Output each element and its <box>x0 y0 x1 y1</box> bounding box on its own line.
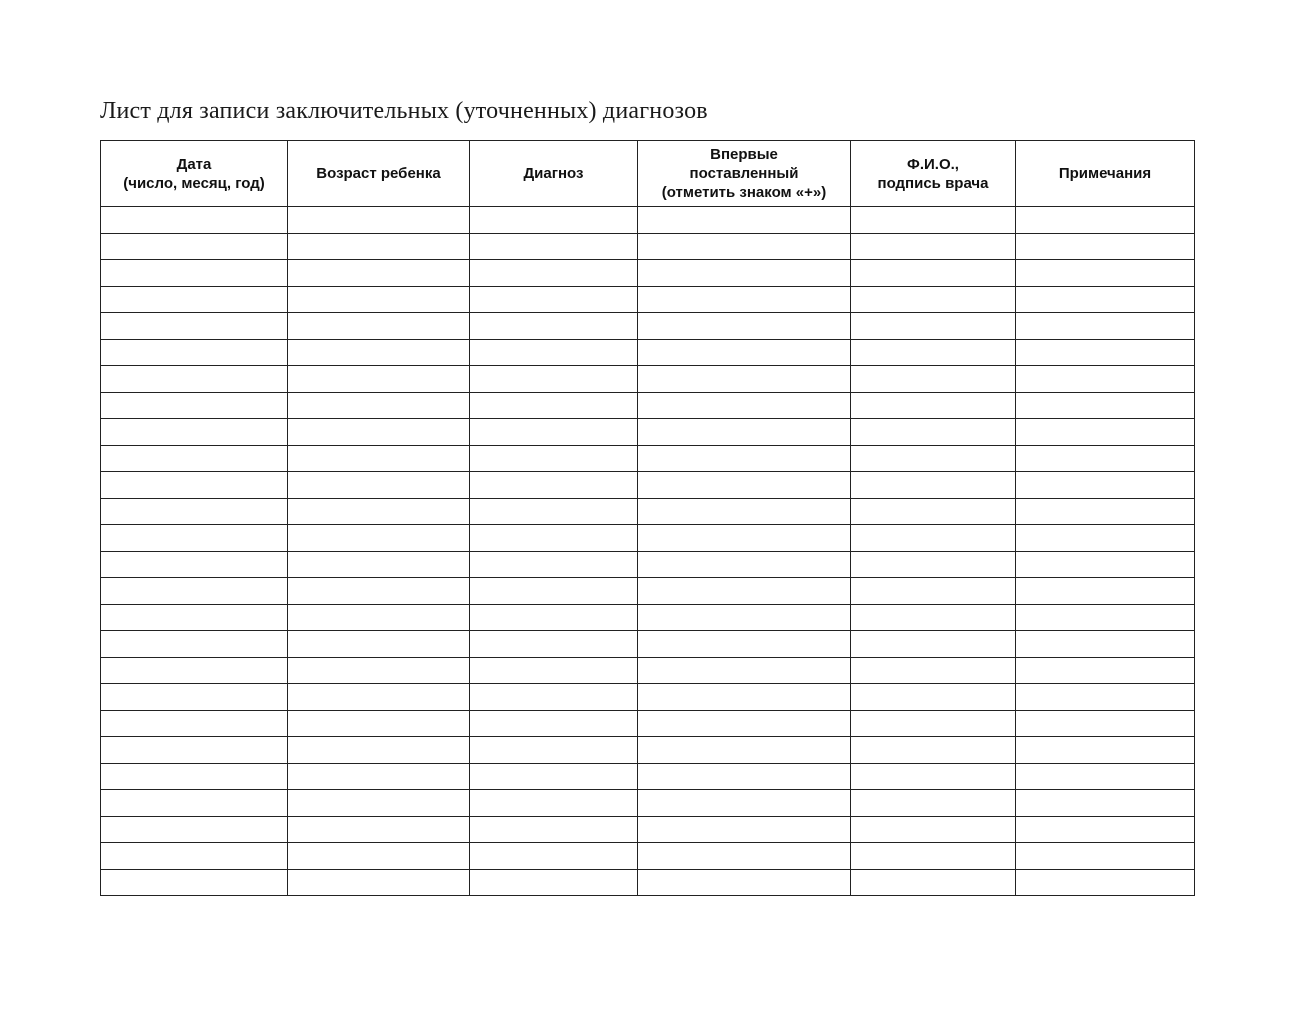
table-cell-doctor-signature[interactable] <box>851 419 1016 446</box>
table-cell-date[interactable] <box>101 578 288 605</box>
table-cell-date[interactable] <box>101 260 288 287</box>
table-cell-first-diagnosed[interactable] <box>638 445 851 472</box>
table-cell-diagnosis[interactable] <box>470 233 638 260</box>
table-cell-child-age[interactable] <box>288 604 470 631</box>
table-cell-first-diagnosed[interactable] <box>638 392 851 419</box>
table-cell-diagnosis[interactable] <box>470 790 638 817</box>
table-row <box>101 684 1195 711</box>
table-cell-diagnosis[interactable] <box>470 737 638 764</box>
table-row <box>101 816 1195 843</box>
table-row <box>101 578 1195 605</box>
table-cell-diagnosis[interactable] <box>470 366 638 393</box>
table-cell-date[interactable] <box>101 657 288 684</box>
table-cell-notes[interactable] <box>1016 869 1195 896</box>
table-cell-date[interactable] <box>101 790 288 817</box>
table-cell-diagnosis[interactable] <box>470 684 638 711</box>
table-cell-notes[interactable] <box>1016 816 1195 843</box>
table-cell-notes[interactable] <box>1016 392 1195 419</box>
table-cell-notes[interactable] <box>1016 233 1195 260</box>
table-cell-first-diagnosed[interactable] <box>638 233 851 260</box>
table-cell-child-age[interactable] <box>288 260 470 287</box>
table-row <box>101 763 1195 790</box>
column-header-diagnosis <box>470 141 638 207</box>
table-cell-first-diagnosed[interactable] <box>638 551 851 578</box>
table-cell-first-diagnosed[interactable] <box>638 525 851 552</box>
header-line: подпись врача <box>877 174 989 192</box>
table-cell-date[interactable] <box>101 604 288 631</box>
table-cell-first-diagnosed[interactable] <box>638 631 851 658</box>
header-line: поставленный <box>689 165 799 182</box>
table-cell-child-age[interactable] <box>288 816 470 843</box>
table-cell-first-diagnosed[interactable] <box>638 419 851 446</box>
table-cell-notes[interactable] <box>1016 551 1195 578</box>
table-cell-child-age[interactable] <box>288 763 470 790</box>
table-cell-first-diagnosed[interactable] <box>638 710 851 737</box>
table-header-row <box>101 141 1195 207</box>
table-row <box>101 286 1195 313</box>
table-cell-child-age[interactable] <box>288 233 470 260</box>
header-line: (отметить знаком «+») <box>661 184 827 201</box>
table-cell-date[interactable] <box>101 631 288 658</box>
table-cell-notes[interactable] <box>1016 790 1195 817</box>
table-cell-doctor-signature[interactable] <box>851 816 1016 843</box>
header-line: Ф.И.О., <box>907 155 959 173</box>
table-cell-doctor-signature[interactable] <box>851 233 1016 260</box>
table-cell-doctor-signature[interactable] <box>851 657 1016 684</box>
table-cell-first-diagnosed[interactable] <box>638 790 851 817</box>
table-cell-doctor-signature[interactable] <box>851 525 1016 552</box>
table-row <box>101 366 1195 393</box>
table-row <box>101 790 1195 817</box>
table-cell-child-age[interactable] <box>288 419 470 446</box>
table-cell-diagnosis[interactable] <box>470 313 638 340</box>
table-cell-notes[interactable] <box>1016 207 1195 234</box>
table-cell-doctor-signature[interactable] <box>851 339 1016 366</box>
table-cell-first-diagnosed[interactable] <box>638 843 851 870</box>
table-cell-diagnosis[interactable] <box>470 631 638 658</box>
table-cell-doctor-signature[interactable] <box>851 313 1016 340</box>
table-cell-date[interactable] <box>101 366 288 393</box>
table-cell-child-age[interactable] <box>288 551 470 578</box>
table-cell-notes[interactable] <box>1016 737 1195 764</box>
table-cell-child-age[interactable] <box>288 790 470 817</box>
table-cell-notes[interactable] <box>1016 843 1195 870</box>
table-cell-doctor-signature[interactable] <box>851 286 1016 313</box>
table-cell-date[interactable] <box>101 392 288 419</box>
table-row <box>101 419 1195 446</box>
table-cell-doctor-signature[interactable] <box>851 843 1016 870</box>
table-cell-diagnosis[interactable] <box>470 286 638 313</box>
table-row <box>101 392 1195 419</box>
table-cell-notes[interactable] <box>1016 286 1195 313</box>
table-cell-date[interactable] <box>101 233 288 260</box>
table-cell-date[interactable] <box>101 313 288 340</box>
table-cell-diagnosis[interactable] <box>470 551 638 578</box>
table-cell-child-age[interactable] <box>288 843 470 870</box>
table-cell-first-diagnosed[interactable] <box>638 498 851 525</box>
table-cell-child-age[interactable] <box>288 498 470 525</box>
table-row <box>101 551 1195 578</box>
table-cell-notes[interactable] <box>1016 710 1195 737</box>
header-line: Впервые <box>710 146 778 163</box>
table-cell-child-age[interactable] <box>288 631 470 658</box>
table-cell-diagnosis[interactable] <box>470 419 638 446</box>
table-row <box>101 472 1195 499</box>
table-cell-date[interactable] <box>101 737 288 764</box>
table-cell-doctor-signature[interactable] <box>851 604 1016 631</box>
table-cell-date[interactable] <box>101 445 288 472</box>
table-cell-diagnosis[interactable] <box>470 843 638 870</box>
table-cell-first-diagnosed[interactable] <box>638 366 851 393</box>
table-cell-notes[interactable] <box>1016 313 1195 340</box>
table-cell-diagnosis[interactable] <box>470 498 638 525</box>
table-row <box>101 737 1195 764</box>
table-cell-diagnosis[interactable] <box>470 339 638 366</box>
table-row <box>101 313 1195 340</box>
table-cell-diagnosis[interactable] <box>470 869 638 896</box>
table-cell-date[interactable] <box>101 472 288 499</box>
table-cell-child-age[interactable] <box>288 657 470 684</box>
table-cell-date[interactable] <box>101 710 288 737</box>
table-cell-first-diagnosed[interactable] <box>638 339 851 366</box>
table-cell-first-diagnosed[interactable] <box>638 604 851 631</box>
table-cell-child-age[interactable] <box>288 684 470 711</box>
table-cell-first-diagnosed[interactable] <box>638 313 851 340</box>
table-cell-diagnosis[interactable] <box>470 445 638 472</box>
table-cell-child-age[interactable] <box>288 869 470 896</box>
table-cell-date[interactable] <box>101 869 288 896</box>
table-row <box>101 843 1195 870</box>
table-cell-first-diagnosed[interactable] <box>638 657 851 684</box>
table-cell-doctor-signature[interactable] <box>851 392 1016 419</box>
column-header-first-diagnosed <box>638 141 851 207</box>
column-header-date <box>101 141 288 207</box>
diagnosis-table <box>100 140 1195 896</box>
table-body <box>101 207 1195 896</box>
table-cell-date[interactable] <box>101 286 288 313</box>
column-header-doctor-signature <box>851 141 1016 207</box>
table-cell-child-age[interactable] <box>288 445 470 472</box>
table-cell-first-diagnosed[interactable] <box>638 816 851 843</box>
table-cell-date[interactable] <box>101 419 288 446</box>
table-cell-child-age[interactable] <box>288 472 470 499</box>
table-cell-child-age[interactable] <box>288 286 470 313</box>
table-cell-diagnosis[interactable] <box>470 207 638 234</box>
table-cell-notes[interactable] <box>1016 472 1195 499</box>
table-cell-notes[interactable] <box>1016 525 1195 552</box>
header-line: (число, месяц, год) <box>123 174 265 192</box>
table-cell-first-diagnosed[interactable] <box>638 472 851 499</box>
table-cell-date[interactable] <box>101 684 288 711</box>
table-cell-notes[interactable] <box>1016 260 1195 287</box>
table-cell-doctor-signature[interactable] <box>851 551 1016 578</box>
table-cell-child-age[interactable] <box>288 313 470 340</box>
table-cell-notes[interactable] <box>1016 578 1195 605</box>
table-row <box>101 631 1195 658</box>
table-cell-doctor-signature[interactable] <box>851 207 1016 234</box>
table-cell-notes[interactable] <box>1016 445 1195 472</box>
table-cell-diagnosis[interactable] <box>470 472 638 499</box>
table-cell-notes[interactable] <box>1016 763 1195 790</box>
table-cell-diagnosis[interactable] <box>470 392 638 419</box>
table-cell-notes[interactable] <box>1016 604 1195 631</box>
table-cell-notes[interactable] <box>1016 498 1195 525</box>
table-cell-date[interactable] <box>101 525 288 552</box>
table-cell-doctor-signature[interactable] <box>851 578 1016 605</box>
table-cell-first-diagnosed[interactable] <box>638 286 851 313</box>
header-line: Возраст ребенка <box>316 165 441 182</box>
table-cell-diagnosis[interactable] <box>470 578 638 605</box>
table-cell-notes[interactable] <box>1016 419 1195 446</box>
table-row <box>101 233 1195 260</box>
table-cell-notes[interactable] <box>1016 339 1195 366</box>
table-row <box>101 710 1195 737</box>
table-cell-first-diagnosed[interactable] <box>638 260 851 287</box>
table-cell-doctor-signature[interactable] <box>851 710 1016 737</box>
page-title: Лист для записи заключительных (уточненных) диагнозов <box>100 98 708 124</box>
table-cell-notes[interactable] <box>1016 631 1195 658</box>
header-line: Дата <box>176 155 212 173</box>
table-cell-doctor-signature[interactable] <box>851 763 1016 790</box>
table-cell-child-age[interactable] <box>288 339 470 366</box>
table-cell-date[interactable] <box>101 816 288 843</box>
table-cell-diagnosis[interactable] <box>470 604 638 631</box>
column-header-notes <box>1016 141 1195 207</box>
table-cell-date[interactable] <box>101 763 288 790</box>
table-cell-date[interactable] <box>101 207 288 234</box>
table-cell-child-age[interactable] <box>288 710 470 737</box>
table-cell-first-diagnosed[interactable] <box>638 869 851 896</box>
table-cell-child-age[interactable] <box>288 392 470 419</box>
table-cell-notes[interactable] <box>1016 366 1195 393</box>
table-cell-doctor-signature[interactable] <box>851 366 1016 393</box>
table-cell-date[interactable] <box>101 551 288 578</box>
table-cell-doctor-signature[interactable] <box>851 737 1016 764</box>
table-row <box>101 445 1195 472</box>
table-cell-child-age[interactable] <box>288 366 470 393</box>
table-cell-first-diagnosed[interactable] <box>638 684 851 711</box>
table-cell-diagnosis[interactable] <box>470 260 638 287</box>
table-cell-first-diagnosed[interactable] <box>638 763 851 790</box>
header-line: Примечания <box>1058 165 1152 182</box>
table-row <box>101 657 1195 684</box>
table-row <box>101 869 1195 896</box>
table-cell-child-age[interactable] <box>288 525 470 552</box>
table-cell-diagnosis[interactable] <box>470 525 638 552</box>
table-cell-notes[interactable] <box>1016 657 1195 684</box>
table-cell-child-age[interactable] <box>288 578 470 605</box>
table-cell-date[interactable] <box>101 498 288 525</box>
table-cell-doctor-signature[interactable] <box>851 260 1016 287</box>
table-cell-doctor-signature[interactable] <box>851 445 1016 472</box>
table-cell-date[interactable] <box>101 339 288 366</box>
table-cell-child-age[interactable] <box>288 207 470 234</box>
table-cell-first-diagnosed[interactable] <box>638 737 851 764</box>
table-cell-first-diagnosed[interactable] <box>638 207 851 234</box>
table-row <box>101 525 1195 552</box>
header-line: Диагноз <box>523 165 584 182</box>
table-cell-doctor-signature[interactable] <box>851 631 1016 658</box>
table-cell-date[interactable] <box>101 843 288 870</box>
table-row <box>101 339 1195 366</box>
table-cell-diagnosis[interactable] <box>470 657 638 684</box>
table-cell-diagnosis[interactable] <box>470 763 638 790</box>
table-cell-doctor-signature[interactable] <box>851 790 1016 817</box>
table-cell-notes[interactable] <box>1016 684 1195 711</box>
table-row <box>101 207 1195 234</box>
column-header-child-age <box>288 141 470 207</box>
table-row <box>101 260 1195 287</box>
table-cell-diagnosis[interactable] <box>470 710 638 737</box>
table-row <box>101 498 1195 525</box>
table-cell-first-diagnosed[interactable] <box>638 578 851 605</box>
table-cell-doctor-signature[interactable] <box>851 869 1016 896</box>
table-cell-child-age[interactable] <box>288 737 470 764</box>
table-cell-diagnosis[interactable] <box>470 816 638 843</box>
table-cell-doctor-signature[interactable] <box>851 684 1016 711</box>
table-cell-doctor-signature[interactable] <box>851 498 1016 525</box>
table-row <box>101 604 1195 631</box>
table-cell-doctor-signature[interactable] <box>851 472 1016 499</box>
